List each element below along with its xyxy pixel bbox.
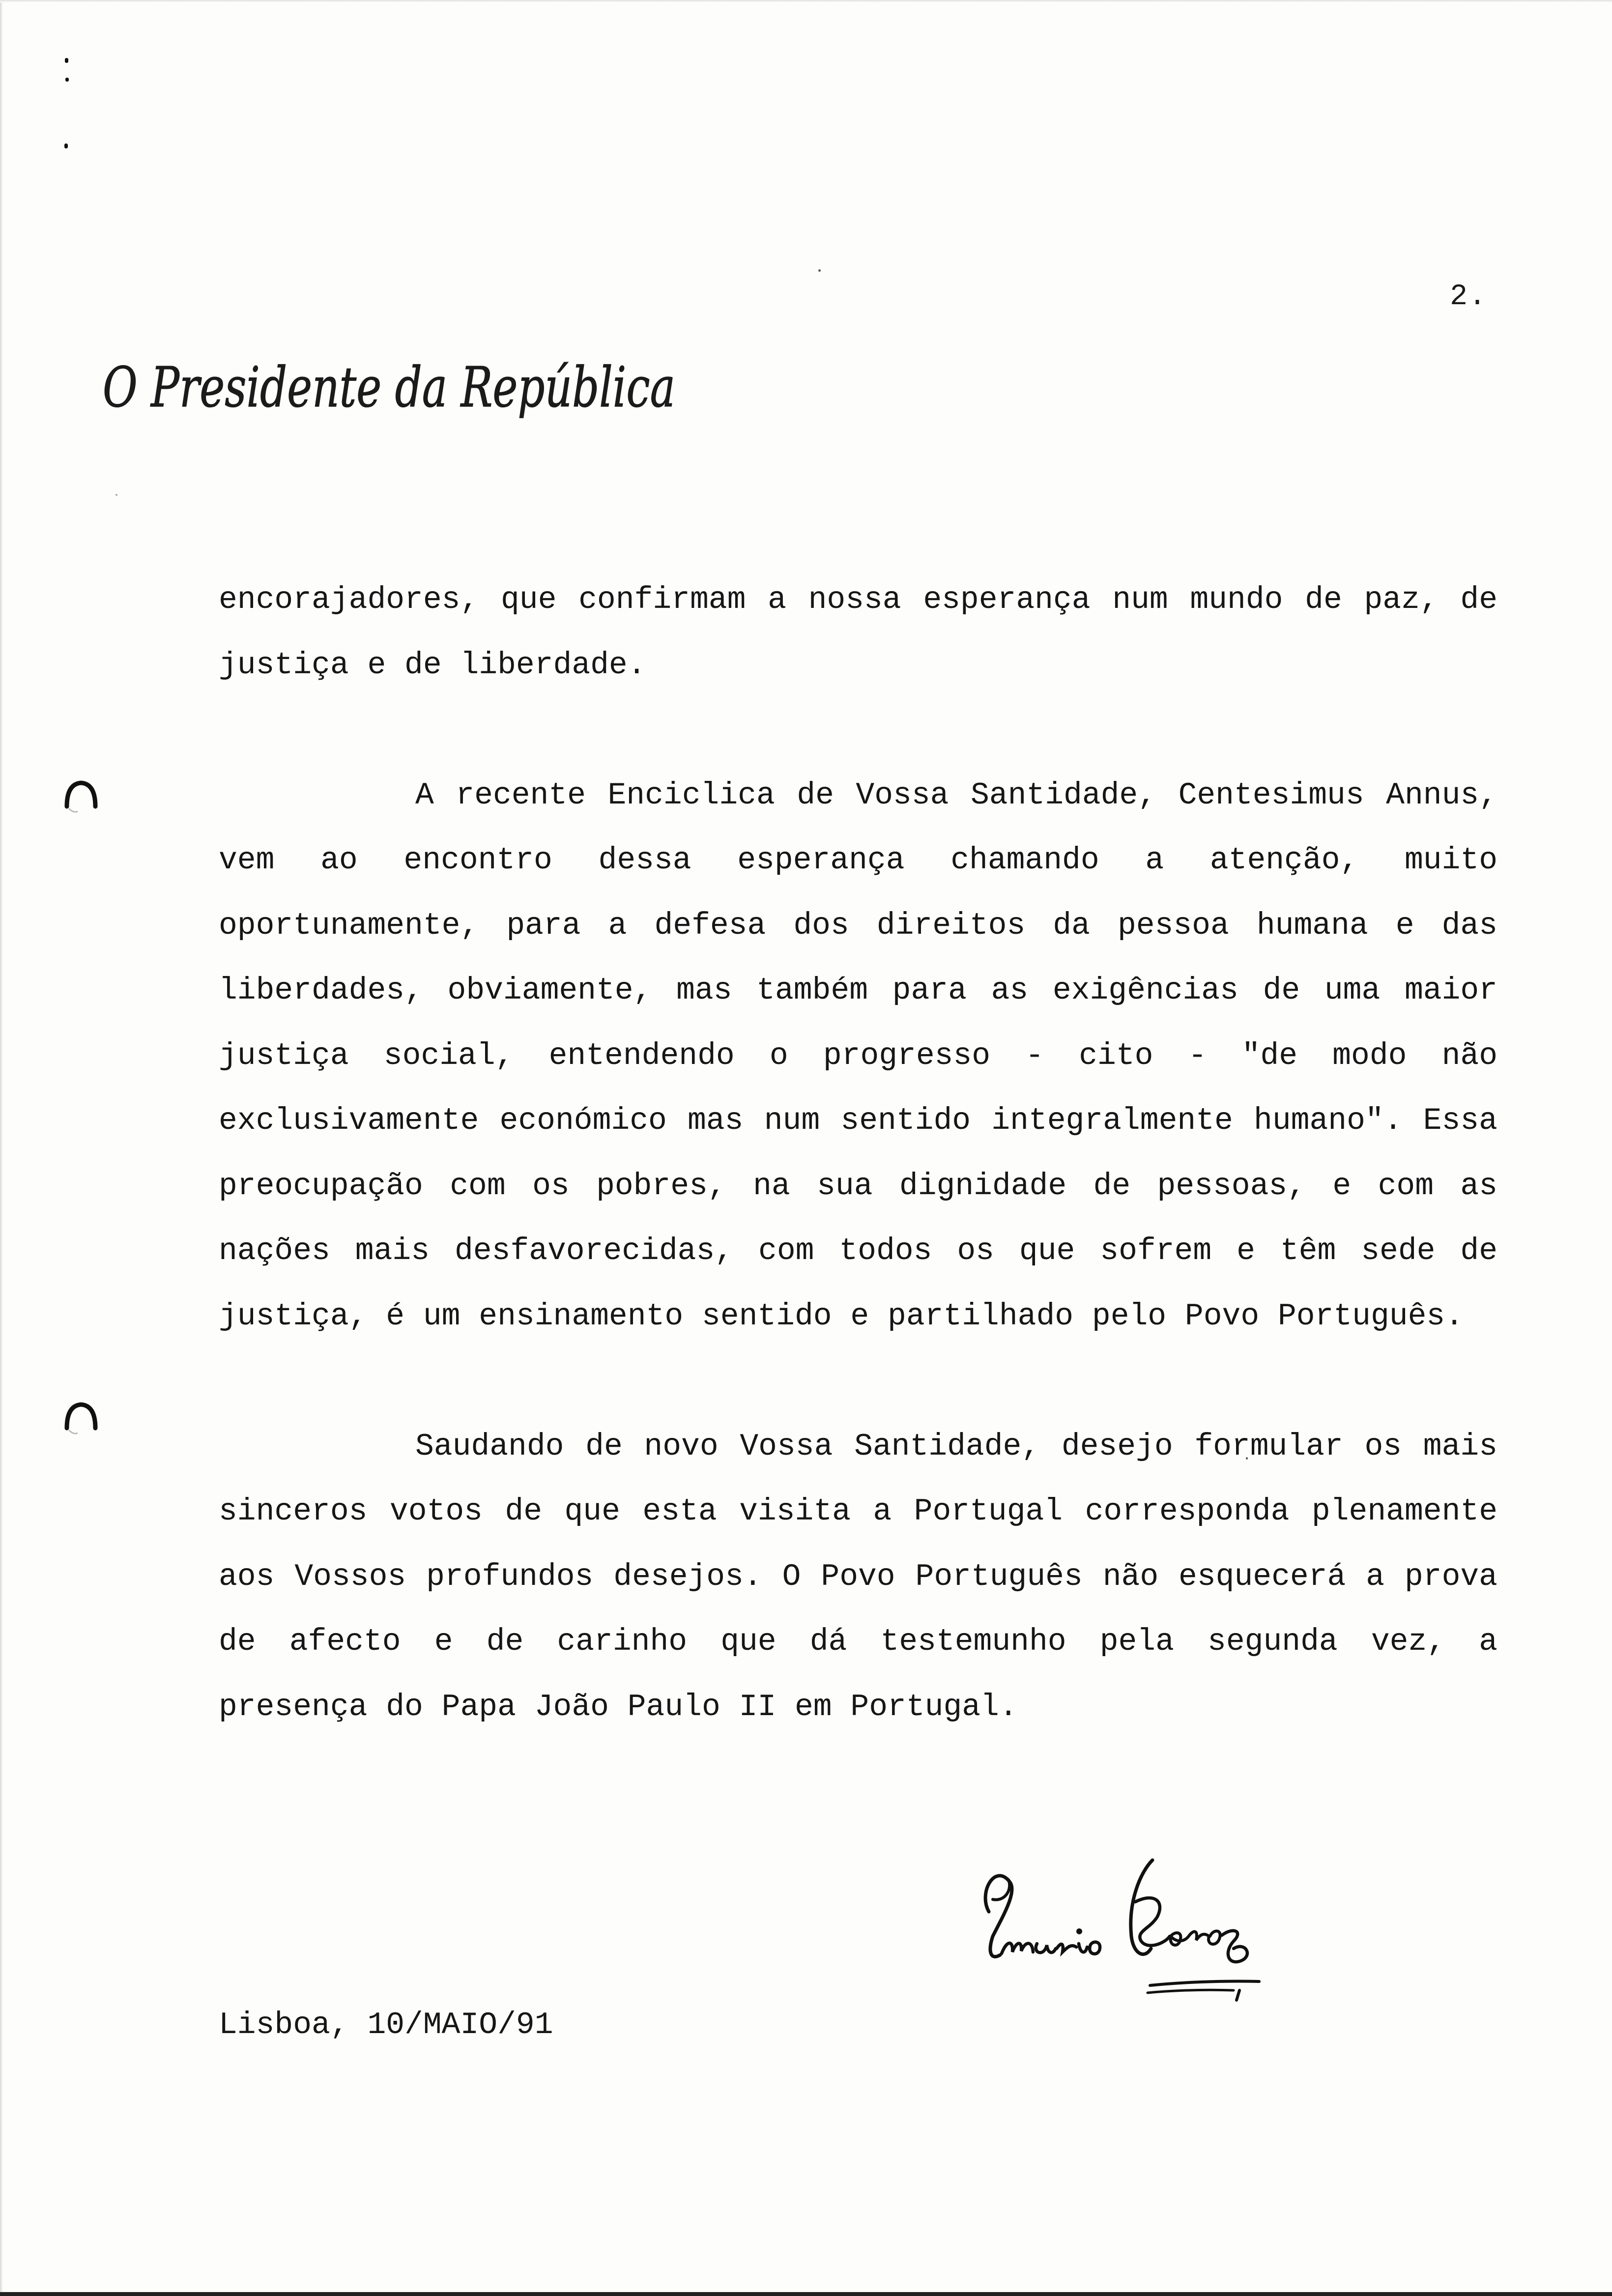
page-edge-top [0, 0, 1612, 2]
paragraph-encyclical: A recente Enciclica de Vossa Santidade, Centesimus Annus, vem ao encontro dessa esperança chamando a atenção, muito oportunamente, para a defesa dos direitos da pessoa humana e das liberdades, obviamente, mas também para as exigências de uma maior justiça social, entendendo o progresso - cito - "de modo não exclusivamente económico mas num sentido integralmente humano". Essa preocupação com os pobres, na sua dignidade de pessoas, e com as nações mais desfavorecidas, com todos os que sofrem e têm sede de justiça, é um ensinamento sentido e partilhado pelo Povo Português. [219, 777, 1497, 1334]
letterhead [101, 351, 681, 430]
scan-mark [65, 58, 68, 63]
paragraph-continuation: encorajadores, que confirmam a nossa esperança num mundo de paz, de justiça e de liberdade. [219, 582, 1497, 683]
punch-hole-upper [63, 779, 99, 815]
paragraph-greeting: Saudando de novo Vossa Santidade, desejo formular os mais sinceros votos de que esta visita a Portugal corresponda plenamente aos Vossos profundos desejos. O Povo Português não esquecerá a prova de afecto e de carinho que dá testemunho pela segunda vez, a presença do Papa João Paulo II em Portugal. [219, 1429, 1497, 1724]
page-edge-bottom [0, 2292, 1612, 2296]
place-date: Lisboa, 10/MAIO/91 [219, 2008, 553, 2042]
signature [958, 1843, 1278, 2015]
page-number: 2. [1450, 280, 1488, 314]
scan-speck [115, 494, 117, 496]
scan-speck [818, 269, 821, 272]
scan-mark [64, 144, 68, 148]
scan-mark [65, 78, 69, 82]
punch-hole-lower [63, 1401, 99, 1437]
letterhead-text: O Presidente da República [103, 356, 675, 420]
page-edge-left [0, 0, 3, 2296]
letter-body [219, 568, 1497, 1740]
